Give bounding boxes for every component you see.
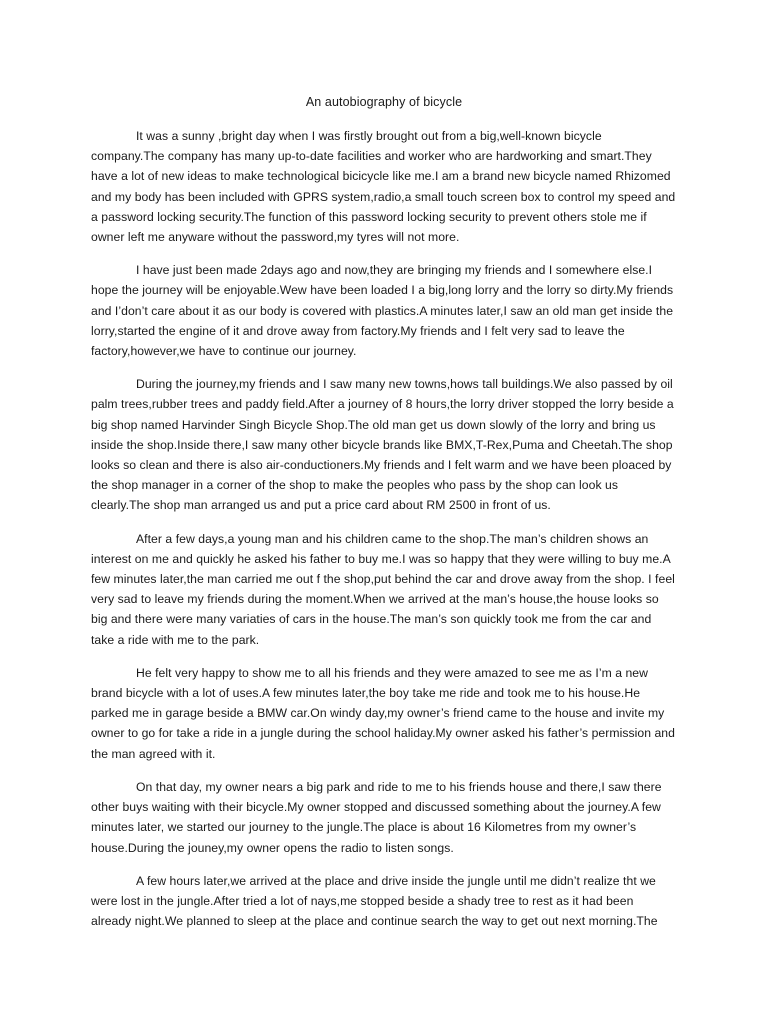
document-body xyxy=(91,126,677,944)
document-title: An autobiography of bicycle xyxy=(305,95,463,109)
paragraph-5: He felt very happy to show me to all his friends and they were amazed to see me as I’m a new brand bicycle with a lot of uses.A few minutes later,the boy take me ride and took me to his house.He parked me in garage beside a BMW car.On windy day,my owner’s friend came to the house and invite my owner to go for take a ride in a jungle during the school haliday.My owner asked his father’s permission and the man agreed with it. xyxy=(91,665,675,761)
paragraph-6: On that day, my owner nears a big park and ride to me to his friends house and there,I saw there other buys waiting with their bicycle.My owner stopped and discussed something about the journey.A few minutes later, we started our journey to the jungle.The place is about 16 Kilometres from my owner’s house.During the jouney,my owner opens the radio to listen songs. xyxy=(91,779,662,855)
paragraph-2: I have just been made 2days ago and now,they are bringing my friends and I somewhere else.I hope the journey will be enjoyable.Wew have been loaded I a big,long lorry and the lorry so dirty.My friends and I’don’t care about it as our body is covered with plastics.A minutes later,I saw an old man get inside the lorry,started the engine of it and drove away from factory.My friends and I felt very sad to leave the factory,however,we have to continue our journey. xyxy=(91,263,674,359)
paragraph-7: A few hours later,we arrived at the place and drive inside the jungle until me didn’t realize tht we were lost in the jungle.After tried a lot of nays,me stopped beside a shady tree to rest as it had been already night.We planned to sleep at the place and continue search the way to get out next morning.The xyxy=(91,873,658,929)
paragraph-4: After a few days,a young man and his children came to the shop.The man’s children shows an interest on me and quickly he asked his father to buy me.I was so happy that they were willing to buy me.A few minutes later,the man carried me out f the shop,put behind the car and drove away from the shop. I feel very sad to leave my friends during the moment.When we arrived at the man’s house,the house looks so big and there were many variaties of cars in the house.The man’s son quickly took me from the car and take a ride with me to the park. xyxy=(91,531,675,647)
paragraph-1: It was a sunny ,bright day when I was firstly brought out from a big,well-known bicycle company.The company has many up-to-date facilities and worker who are hardworking and smart.They have a lot of new ideas to make technological bicicycle like me.I am a brand new bicycle named Rhizomed and my body has been included with GPRS system,radio,a small touch screen box to control my speed and a password locking security.The function of this password locking security to prevent others stole me if owner left me anyware without the password,my tyres will not more. xyxy=(91,129,676,245)
paragraph-3: During the journey,my friends and I saw many new towns,hows tall buildings.We also passed by oil palm trees,rubber trees and paddy field.After a journey of 8 hours,the lorry driver stopped the lorry beside a big shop named Harvinder Singh Bicycle Shop.The old man get us down slowly of the lorry and bring us inside the shop.Inside there,I saw many other bicycle brands like BMX,T-Rex,Puma and Cheetah.The shop looks so clean and there is also air-conductioners.My friends and I felt warm and we have been ploaced by the shop manager in a corner of the shop to make the peoples who pass by the shop can look us clearly.The shop man arranged us and put a price card about RM 2500 in front of us. xyxy=(91,377,674,513)
